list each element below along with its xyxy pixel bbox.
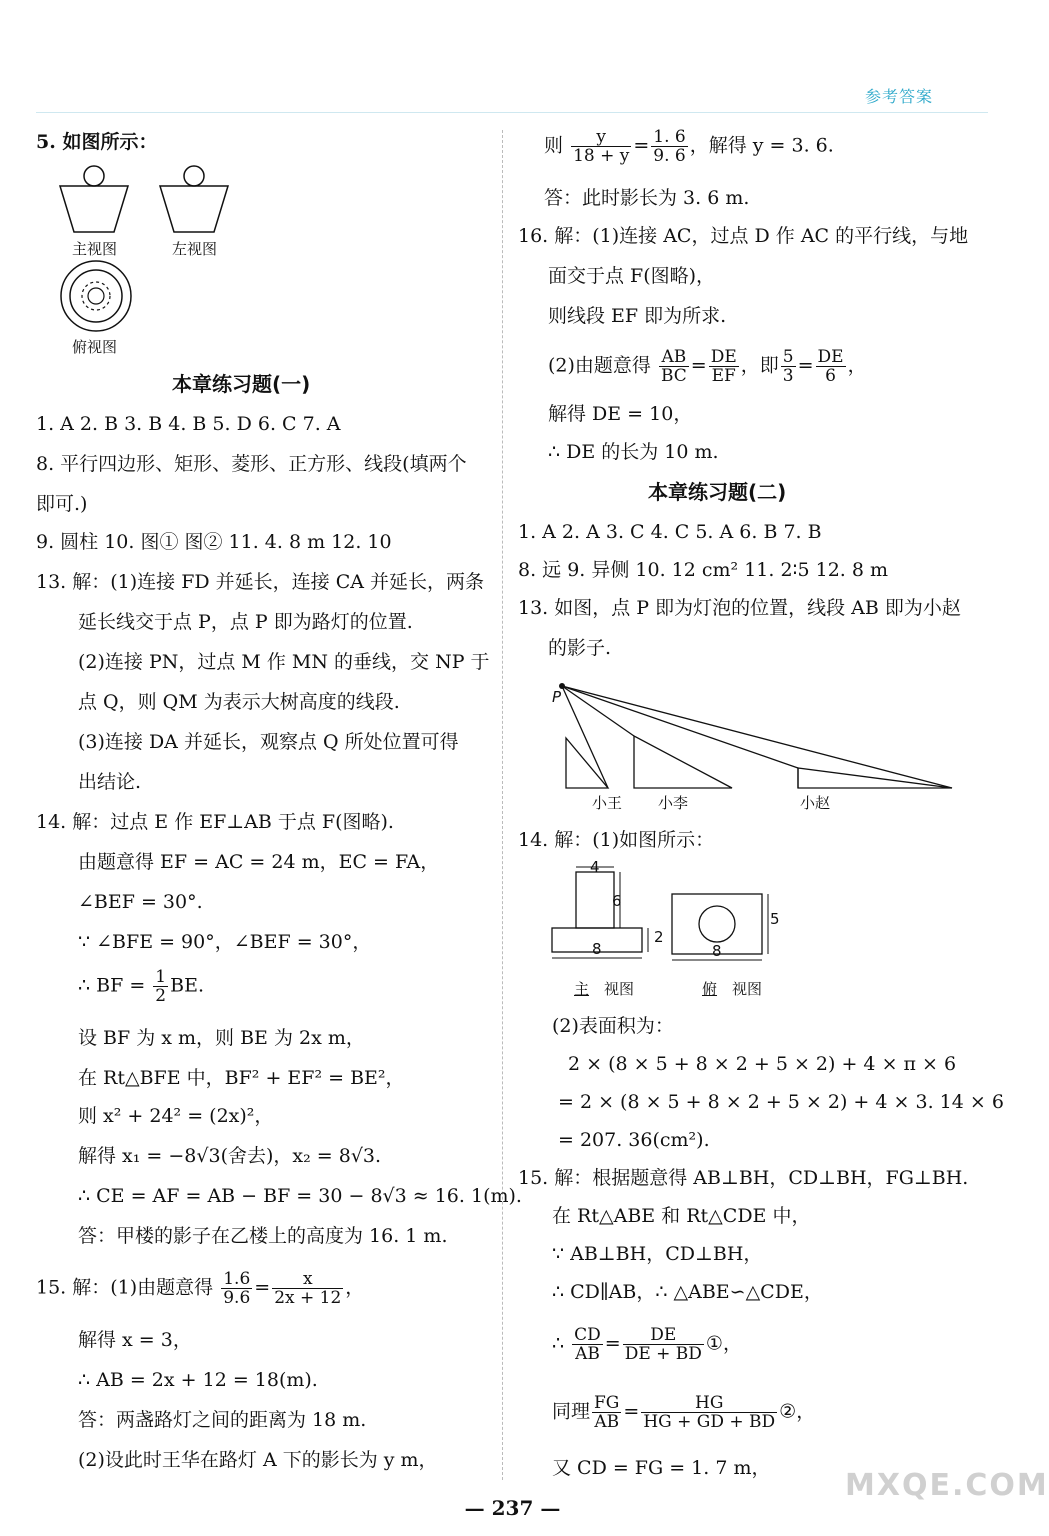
frac-den: AB <box>575 1344 600 1364</box>
answer2-14c: 2 × (8 × 5 + 8 × 2 + 5 × 2) + 4 × π × 6 <box>568 1053 957 1075</box>
answer-16f: ∴ DE 的长为 10 m. <box>548 441 719 463</box>
watermark: MXQE.COM <box>845 1468 1049 1503</box>
answer2-13b: 的影子. <box>548 637 612 659</box>
answer-13f: 出结论. <box>78 771 142 793</box>
fraction-half <box>153 968 168 1005</box>
frac-den: HG + GD + BD <box>643 1412 776 1432</box>
views-figure-14 <box>548 864 778 974</box>
answers-1-7: 1. A 2. B 3. B 4. B 5. D 6. C 7. A <box>36 413 341 435</box>
answer2-14a: 14. 解：(1)如图所示： <box>518 829 715 851</box>
frac-den: AB <box>594 1412 620 1432</box>
dim-6: 6 <box>612 892 622 910</box>
fraction-r1-2 <box>651 128 687 165</box>
dim-2: 2 <box>654 928 664 946</box>
section-title-1: 本章练习题(一) <box>172 372 311 396</box>
answer2-14d: = 2 × (8 × 5 + 8 × 2 + 5 × 2) + 4 × 3. 14 × 6 <box>558 1091 1004 1113</box>
frac-num: 1. 6 <box>653 127 686 147</box>
answer-14k: 答：甲楼的影子在乙楼上的高度为 16. 1 m. <box>78 1225 448 1247</box>
point-p-label: P <box>552 688 562 706</box>
fraction-15f-1 <box>592 1394 621 1431</box>
dim-8a: 8 <box>592 940 602 958</box>
section-title-2: 本章练习题(二) <box>648 480 787 504</box>
frac-den: BC <box>660 366 687 386</box>
q5-label: 5. 如图所示： <box>36 131 158 153</box>
answer-14b: 由题意得 EF = AC = 24 m，EC = FA， <box>78 851 440 873</box>
frac-den: 9.6 <box>223 1288 251 1308</box>
dim-4: 4 <box>590 858 600 876</box>
xiaoli-label: 小李 <box>658 794 689 812</box>
frac-den: 6 <box>825 366 836 386</box>
answer2-15f: 同理 $\frac{FG}{AB}$ = $\frac{HG}{HG + GD + BD}$ ②， <box>552 1393 816 1432</box>
frac-num: HG <box>641 1394 777 1413</box>
top-view-suffix: 视图 <box>732 980 763 998</box>
answer-8a: 8. 平行四边形、矩形、菱形、正方形、线段(填两个 <box>36 453 467 475</box>
frac-den: DE + BD <box>624 1344 702 1364</box>
frac-num: 1.6 <box>223 1269 251 1289</box>
answer-14c: ∠BEF = 30°. <box>78 891 203 913</box>
answer2-15f-pre: 同理 <box>552 1400 591 1423</box>
answer-r2: 答：此时影长为 3. 6 m. <box>544 187 750 209</box>
answer-13e: (3)连接 DA 并延长，观察点 Q 所处位置可得 <box>78 731 459 753</box>
answer-14e <box>78 968 204 1005</box>
answer-r1: 则 $\frac{y}{18 + y}$ = $\frac{1. 6}{9. 6}$ ，解得 y = 3. 6. <box>544 127 834 166</box>
frac-den: 3 <box>782 366 794 386</box>
xiaozhao-label: 小赵 <box>800 794 831 812</box>
frac-den: 2x + 12 <box>274 1288 342 1308</box>
answer-14j: ∴ CE = AF = AB − BF = 30 − 8√3 ≈ 16. 1(m). <box>78 1185 522 1207</box>
answer-14h: 则 x² + 24² = (2x)²， <box>78 1105 274 1127</box>
front-view-suffix: 视图 <box>604 980 635 998</box>
answer-15b: 解得 x = 3， <box>78 1329 192 1351</box>
answers2-1-7: 1. A 2. A 3. C 4. C 5. A 6. B 7. B <box>518 521 822 543</box>
frac-num: CD <box>574 1325 601 1345</box>
frac-den: 9. 6 <box>653 146 686 166</box>
three-views-figure <box>56 164 256 364</box>
answer2-15a: 15. 解：根据题意得 AB⊥BH，CD⊥BH，FG⊥BH. <box>518 1167 969 1189</box>
fraction-16d-2 <box>709 348 739 385</box>
answer-15d: 答：两盏路灯之间的距离为 18 m. <box>78 1409 367 1431</box>
answer-16c: 则线段 EF 即为所求. <box>548 305 727 327</box>
shadow-figure <box>542 672 982 802</box>
dim-8b: 8 <box>712 942 722 960</box>
answer2-14b: (2)表面积为： <box>552 1015 674 1037</box>
frac-num: AB <box>659 348 689 367</box>
answer-15a-post: ， <box>345 1276 365 1299</box>
answer-16d-mid: ，即 <box>740 354 779 377</box>
answer-14a: 14. 解：过点 E 作 EF⊥AB 于点 F(图略). <box>36 811 394 833</box>
fraction-15a-1 <box>221 1270 252 1307</box>
frac-num: 1 <box>155 967 167 987</box>
front-view-label: 主视图 <box>72 240 118 258</box>
fraction-15f-2 <box>641 1394 777 1431</box>
answer2-15g: 又 CD = FG = 1. 7 m， <box>552 1457 771 1479</box>
answer-15c: ∴ AB = 2x + 12 = 18(m). <box>78 1369 318 1391</box>
left-view-label: 左视图 <box>172 240 218 258</box>
frac-num: DE <box>817 347 844 367</box>
fraction-15a-2 <box>272 1270 343 1307</box>
answer-14f: 设 BF 为 x m，则 BE 为 2x m， <box>78 1027 365 1049</box>
fraction-15e-2 <box>623 1326 704 1363</box>
fraction-r1-1 <box>571 128 631 165</box>
fraction-16d-4 <box>816 348 846 385</box>
fraction-16d-1 <box>659 348 689 385</box>
answer-8b: 即可.) <box>36 493 88 515</box>
answer2-15e-pre: ∴ <box>552 1332 565 1355</box>
answer2-13a: 13. 如图，点 P 即为灯泡的位置，线段 AB 即为小赵 <box>518 597 961 619</box>
frac-den: 2 <box>155 986 167 1006</box>
frac-num: DE <box>623 1326 704 1345</box>
answer-16b: 面交于点 F(图略)， <box>548 265 716 287</box>
front-view-caption: 主 <box>574 980 590 998</box>
fraction-16d-3 <box>781 348 796 385</box>
fraction-15e-1 <box>572 1326 603 1363</box>
answer-15e: (2)设此时王华在路灯 A 下的影长为 y m， <box>78 1449 438 1471</box>
answer-r1-post: ，解得 y = 3. 6. <box>689 134 834 157</box>
header-rule <box>36 112 988 113</box>
answer-16d-post: ， <box>847 354 867 377</box>
answer-13c: (2)连接 PN，过点 M 作 MN 的垂线，交 NP 于 <box>78 651 490 673</box>
answer-14g: 在 Rt△BFE 中，BF² + EF² = BE²， <box>78 1067 405 1089</box>
answer-14i: 解得 x₁ = −8√3(舍去)，x₂ = 8√3. <box>78 1145 382 1167</box>
frac-num: 5 <box>782 347 794 367</box>
answer2-15e: ∴ $\frac{CD}{AB}$ = $\frac{DE}{DE + BD}$ ①， <box>552 1325 742 1364</box>
answer-13d: 点 Q，则 QM 为表示大树高度的线段. <box>78 691 400 713</box>
header-title: 参考答案 <box>864 87 933 106</box>
answer2-15b: 在 Rt△ABE 和 Rt△CDE 中， <box>552 1205 811 1227</box>
answer-16e: 解得 DE = 10， <box>548 403 693 425</box>
top-view-label: 俯视图 <box>72 338 118 356</box>
xiaowang-label: 小王 <box>592 794 623 812</box>
frac-num: FG <box>594 1393 620 1413</box>
answer2-15e-post: ①， <box>705 1332 742 1355</box>
column-divider <box>502 130 503 1480</box>
answer-14d: ∵ ∠BFE = 90°，∠BEF = 30°， <box>78 931 372 953</box>
answer-16a: 16. 解：(1)连接 AC，过点 D 作 AC 的平行线，与地 <box>518 225 969 247</box>
frac-den: 18 + y <box>573 146 630 166</box>
answer-13b: 延长线交于点 P，点 P 即为路灯的位置. <box>78 611 413 633</box>
answer-13a: 13. 解：(1)连接 FD 并延长，连接 CA 并延长，两条 <box>36 571 485 593</box>
frac-num: DE <box>710 347 737 367</box>
frac-num: y <box>571 128 631 147</box>
dim-5: 5 <box>770 910 780 928</box>
top-view-caption: 俯 <box>702 980 718 998</box>
answer2-14e: = 207. 36(cm²). <box>558 1129 710 1151</box>
answer2-15c: ∵ AB⊥BH，CD⊥BH， <box>552 1243 763 1265</box>
answer-16d-pre: (2)由题意得 <box>548 354 651 377</box>
answer2-15f-post: ②， <box>779 1400 816 1423</box>
page-number: — 237 — <box>464 1496 561 1520</box>
frac-num: x <box>272 1270 343 1289</box>
frac-den: EF <box>711 366 736 386</box>
answers2-8-12: 8. 远 9. 异侧 10. 12 cm² 11. 2∶5 12. 8 m <box>518 559 889 581</box>
answer-14e-post: BE. <box>170 974 204 997</box>
answers-9-12: 9. 圆柱 10. 图① 图② 11. 4. 8 m 12. 10 <box>36 531 392 553</box>
answer-15a: 15. 解：(1)由题意得 $\frac{1.6}{9.6}$ = $\frac{x}{2x + 12}$ ， <box>36 1269 365 1308</box>
answer-16d: (2)由题意得 $\frac{AB}{BC}$ = $\frac{DE}{EF}$ ，即 $\frac{5}{3}$ = $\frac{DE}{6}$ ， <box>548 347 867 386</box>
answer2-15d: ∴ CD∥AB，∴ △ABE∽△CDE， <box>552 1281 823 1303</box>
answer-15a-pre: 15. 解：(1)由题意得 <box>36 1276 214 1299</box>
answer-14e-pre: ∴ BF = <box>78 974 146 997</box>
answer-r1-pre: 则 <box>544 134 564 157</box>
